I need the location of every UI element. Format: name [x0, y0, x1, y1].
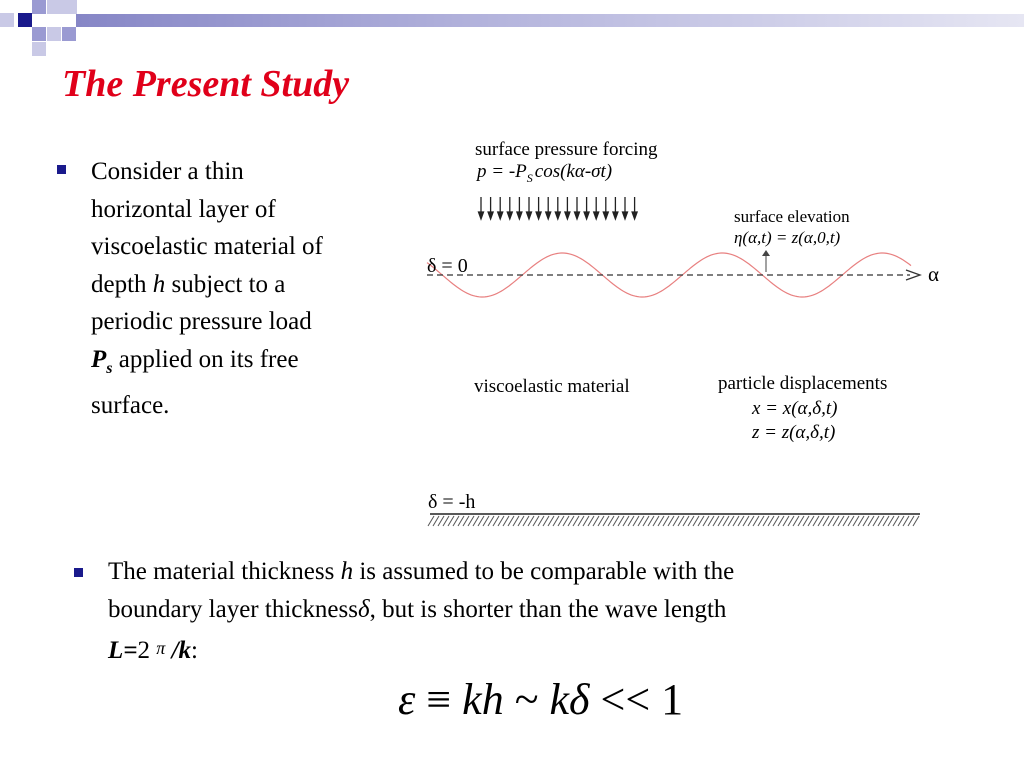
hatch-line — [858, 516, 864, 526]
hatch-line — [683, 516, 689, 526]
hatch-line — [453, 516, 459, 526]
hatch-line — [463, 516, 469, 526]
hatch-line — [628, 516, 634, 526]
hatch-line — [698, 516, 704, 526]
pressure-arrow-head — [488, 212, 493, 219]
hatch-line — [723, 516, 729, 526]
pressure-arrow-head — [498, 212, 503, 219]
hatch-line — [678, 516, 684, 526]
pressure-arrow-head — [575, 212, 580, 219]
hatch-line — [563, 516, 569, 526]
hatch-line — [898, 516, 904, 526]
hatch-line — [758, 516, 764, 526]
pressure-arrow-head — [555, 212, 560, 219]
hatch-line — [458, 516, 464, 526]
hatch-line — [493, 516, 499, 526]
hatch-line — [658, 516, 664, 526]
pressure-arrow-head — [603, 212, 608, 219]
hatch-line — [588, 516, 594, 526]
hatch-line — [668, 516, 674, 526]
hatch-line — [643, 516, 649, 526]
hatch-line — [878, 516, 884, 526]
hatch-line — [498, 516, 504, 526]
pressure-arrows — [479, 197, 638, 219]
hatch-line — [853, 516, 859, 526]
hatch-line — [828, 516, 834, 526]
hatch-line — [753, 516, 759, 526]
hatch-line — [693, 516, 699, 526]
formula: ε ≡ kh ~ kδ << 1 — [398, 675, 684, 724]
hatch-line — [903, 516, 909, 526]
pressure-arrow-head — [536, 212, 541, 219]
hatch-line — [488, 516, 494, 526]
hatch-line — [748, 516, 754, 526]
hatch-line — [503, 516, 509, 526]
hatch-line — [813, 516, 819, 526]
hatch-line — [738, 516, 744, 526]
displacement-z: z = z(α,δ,t) — [752, 422, 836, 443]
hatch-line — [673, 516, 679, 526]
pressure-arrow-head — [632, 212, 637, 219]
hatch-line — [578, 516, 584, 526]
hatch-line — [883, 516, 889, 526]
hatch-line — [543, 516, 549, 526]
hatch-line — [528, 516, 534, 526]
delta-zero-label: δ = 0 — [427, 255, 468, 277]
pressure-arrow-head — [594, 212, 599, 219]
hatch-line — [623, 516, 629, 526]
hatch-line — [573, 516, 579, 526]
hatch-line — [823, 516, 829, 526]
hatch-line — [838, 516, 844, 526]
material-label: viscoelastic material — [474, 376, 630, 397]
hatch-line — [808, 516, 814, 526]
hatch-line — [743, 516, 749, 526]
hatch-line — [533, 516, 539, 526]
pressure-arrow-head — [623, 212, 628, 219]
hatch-line — [553, 516, 559, 526]
bullet-2-text: The material thickness h is assumed to be comparable with the boundary layer thicknessδ, but is shorter than the wave length L=2 π /k: — [108, 558, 735, 664]
pressure-arrow-head — [517, 212, 522, 219]
hatch-line — [908, 516, 914, 526]
hatch-line — [733, 516, 739, 526]
hatch-line — [783, 516, 789, 526]
elevation-marker-head — [762, 250, 770, 256]
hatch-line — [613, 516, 619, 526]
hatch-line — [508, 516, 514, 526]
hatch-line — [688, 516, 694, 526]
forcing-equation: $p = -P_S$ cos(kα-σt) — [477, 161, 613, 185]
hatch-line — [648, 516, 654, 526]
hatch-line — [868, 516, 874, 526]
hatch-line — [468, 516, 474, 526]
hatch-line — [593, 516, 599, 526]
forcing-label: surface pressure forcing — [475, 139, 658, 160]
hatch-line — [863, 516, 869, 526]
hatch-line — [513, 516, 519, 526]
hatch-line — [548, 516, 554, 526]
hatch-line — [603, 516, 609, 526]
hatch-line — [843, 516, 849, 526]
hatch-line — [638, 516, 644, 526]
elevation-label: surface elevation — [734, 207, 850, 226]
hatch-line — [633, 516, 639, 526]
hatch-line — [483, 516, 489, 526]
hatch-line — [718, 516, 724, 526]
hatch-line — [568, 516, 574, 526]
hatch-line — [598, 516, 604, 526]
pressure-arrow-head — [613, 212, 618, 219]
hatch-line — [703, 516, 709, 526]
hatch-line — [618, 516, 624, 526]
pressure-arrow-head — [507, 212, 512, 219]
hatch-line — [893, 516, 899, 526]
hatch-line — [608, 516, 614, 526]
hatch-line — [848, 516, 854, 526]
displacement-x: x = x(α,δ,t) — [752, 398, 838, 419]
hatch-line — [763, 516, 769, 526]
hatch-line — [713, 516, 719, 526]
hatch-line — [478, 516, 484, 526]
hatch-line — [438, 516, 444, 526]
bullet-1-text: Consider a thin horizontal layer of viscoelastic material of depth h subject to a periodic pressure load $P_s$ applied on its free surface. — [91, 158, 323, 419]
alpha-label: α — [928, 262, 940, 286]
hatch-line — [708, 516, 714, 526]
hatch-line — [793, 516, 799, 526]
pressure-arrow-head — [584, 212, 589, 219]
hatch-line — [768, 516, 774, 526]
hatch-line — [663, 516, 669, 526]
pressure-arrow-head — [527, 212, 532, 219]
hatch-line — [818, 516, 824, 526]
hatch-line — [873, 516, 879, 526]
hatch-line — [803, 516, 809, 526]
slide-title: The Present Study — [62, 63, 350, 105]
hatch-line — [888, 516, 894, 526]
bullet-marker — [74, 568, 83, 577]
bottom-hatching — [428, 516, 919, 526]
hatch-line — [653, 516, 659, 526]
pressure-arrow-head — [565, 212, 570, 219]
hatch-line — [443, 516, 449, 526]
hatch-line — [518, 516, 524, 526]
hatch-line — [448, 516, 454, 526]
hatch-line — [913, 516, 919, 526]
hatch-line — [433, 516, 439, 526]
hatch-line — [473, 516, 479, 526]
hatch-line — [523, 516, 529, 526]
pressure-arrow-head — [479, 212, 484, 219]
hatch-line — [728, 516, 734, 526]
hatch-line — [583, 516, 589, 526]
bottom-label: δ = -h — [428, 491, 476, 513]
displacement-label: particle displacements — [718, 373, 888, 394]
hatch-line — [788, 516, 794, 526]
hatch-line — [538, 516, 544, 526]
hatch-line — [778, 516, 784, 526]
hatch-line — [428, 516, 434, 526]
hatch-line — [773, 516, 779, 526]
elevation-equation: η(α,t) = z(α,0,t) — [734, 228, 841, 247]
hatch-line — [833, 516, 839, 526]
hatch-line — [558, 516, 564, 526]
hatch-line — [798, 516, 804, 526]
pressure-arrow-head — [546, 212, 551, 219]
